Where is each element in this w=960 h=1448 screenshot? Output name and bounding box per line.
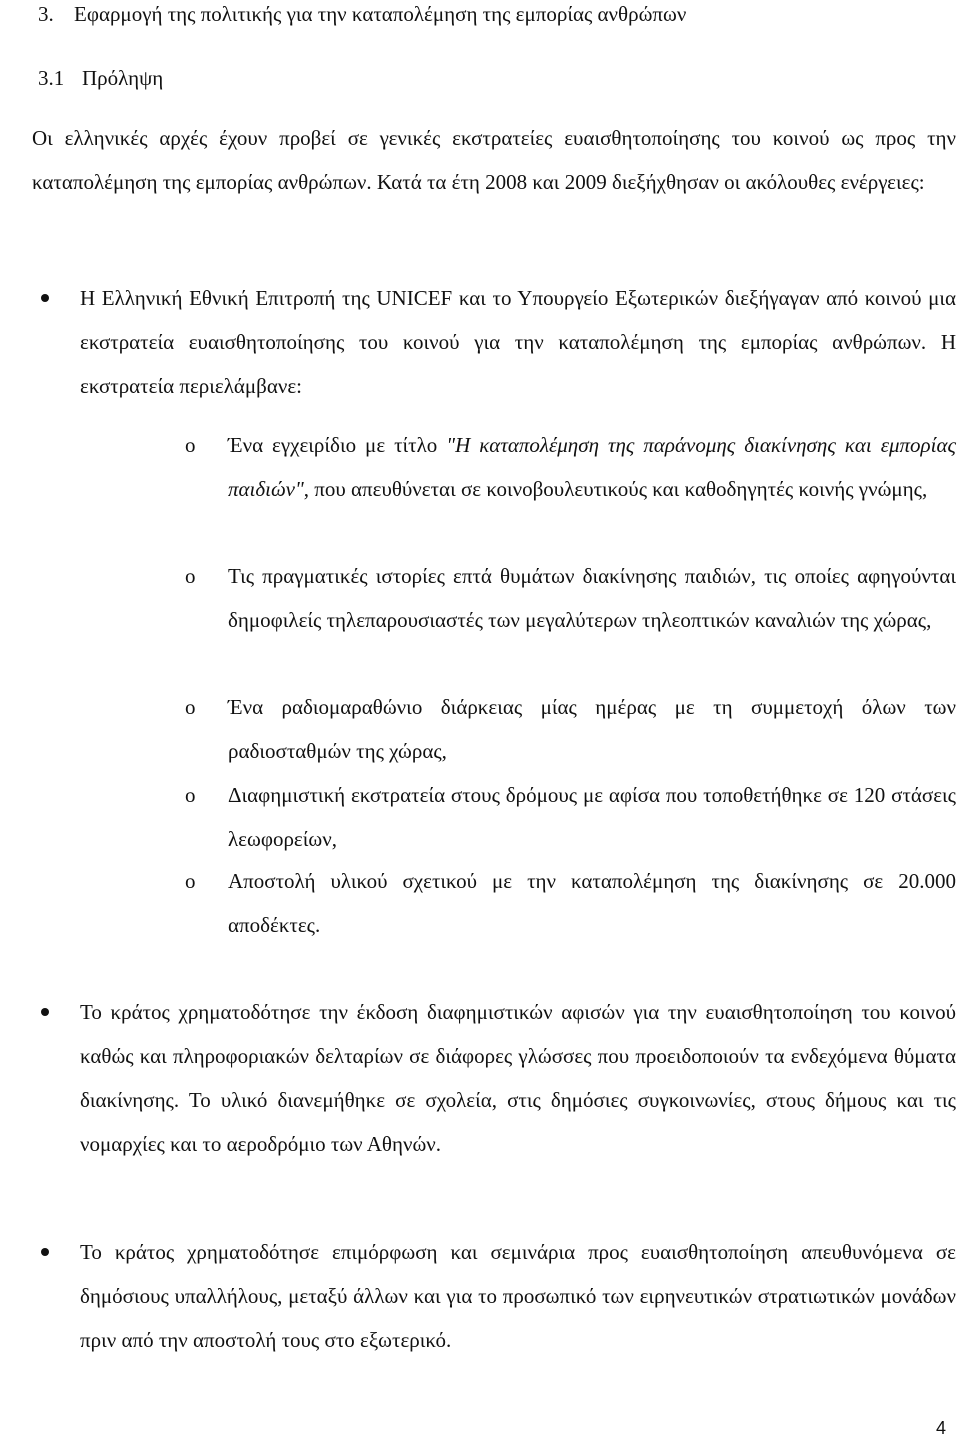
intro-paragraph: Οι ελληνικές αρχές έχουν προβεί σε γενικές εκστρατείες ευαισθητοποίησης του κοινού ως προς την καταπολέμηση της εμπορίας ανθρώπων. Κατά τα έτη 2008 και 2009 διεξήχθησαν οι ακόλουθες ενέργειες: xyxy=(32,126,956,194)
sub-item-handbook-title: "Η καταπολέμηση της παράνομης διακίνησης και εμπορίας παιδιών" xyxy=(228,433,957,501)
sub-marker-icon: o xyxy=(185,433,196,457)
bullet-dot-icon xyxy=(41,294,49,302)
sub-item-handbook xyxy=(228,423,956,511)
section-number: 3. xyxy=(38,2,54,26)
sub-item-radiothon: Ένα ραδιομαραθώνιο διάρκειας μίας ημέρας με τη συμμετοχή όλων των ραδιοσταθμών της χώρας, xyxy=(228,695,956,763)
page-number: 4 xyxy=(935,1418,946,1438)
subsection-title: Πρόληψη xyxy=(82,66,164,90)
sub-marker-icon: o xyxy=(185,869,196,893)
bullet-dot-icon xyxy=(41,1248,49,1256)
bullet-dot-icon xyxy=(41,1008,49,1016)
bullet-item-unicef: Η Ελληνική Εθνική Επιτροπή της UNICEF και το Υπουργείο Εξωτερικών διεξήγαγαν από κοινού μια εκστρατεία ευαισθητοποίησης του κοινού για την καταπολέμηση της εμπορίας ανθρώπων. Η εκστρατεία περιελάμβανε: xyxy=(80,286,956,398)
sub-item-street-campaign: Διαφημιστική εκστρατεία στους δρόμους με αφίσα που τοποθετήθηκε σε 120 στάσεις λεωφορείων, xyxy=(228,783,956,851)
section-title: Εφαρμογή της πολιτικής για την καταπολέμηση της εμπορίας ανθρώπων xyxy=(74,2,687,26)
sub-marker-icon: o xyxy=(185,695,196,719)
sub-item-handbook-text: Ένα εγχειρίδιο με τίτλο xyxy=(228,433,447,457)
sub-item-stories: Τις πραγματικές ιστορίες επτά θυμάτων διακίνησης παιδιών, τις οποίες αφηγούνται δημοφιλείς τηλεπαρουσιαστές των μεγαλύτερων τηλεοπτικών καναλιών της χώρας, xyxy=(228,564,956,632)
sub-item-handbook-text-end: , που απευθύνεται σε κοινοβουλευτικούς και καθοδηγητές κοινής γνώμης, xyxy=(303,477,928,501)
section-heading xyxy=(38,2,686,26)
sub-marker-icon: o xyxy=(185,564,196,588)
subsection-number: 3.1 xyxy=(38,66,65,90)
sub-item-mailing: Αποστολή υλικού σχετικού με την καταπολέμηση της διακίνησης σε 20.000 αποδέκτες. xyxy=(228,869,956,937)
bullet-item-posters: Το κράτος χρηματοδότησε την έκδοση διαφημιστικών αφισών για την ευαισθητοποίηση του κοινού καθώς και πληροφοριακών δελταρίων σε διάφορες γλώσσες που προειδοποιούν τα ενδεχόμενα θύματα διακίνησης. Το υλικό διανεμήθηκε σε σχολεία, στις δημόσιες συγκοινωνίες, στους δήμους και τις νομαρχίες και το αεροδρόμιο των Αθηνών. xyxy=(80,1000,956,1156)
sub-marker-icon: o xyxy=(185,783,196,807)
subsection-heading xyxy=(38,66,163,90)
bullet-item-training: Το κράτος χρηματοδότησε επιμόρφωση και σεμινάρια προς ευαισθητοποίηση απευθυνόμενα σε δημόσιους υπαλλήλους, μεταξύ άλλων και για το προσωπικό των ειρηνευτικών στρατιωτικών μονάδων πριν από την αποστολή τους στο εξωτερικό. xyxy=(80,1240,956,1352)
